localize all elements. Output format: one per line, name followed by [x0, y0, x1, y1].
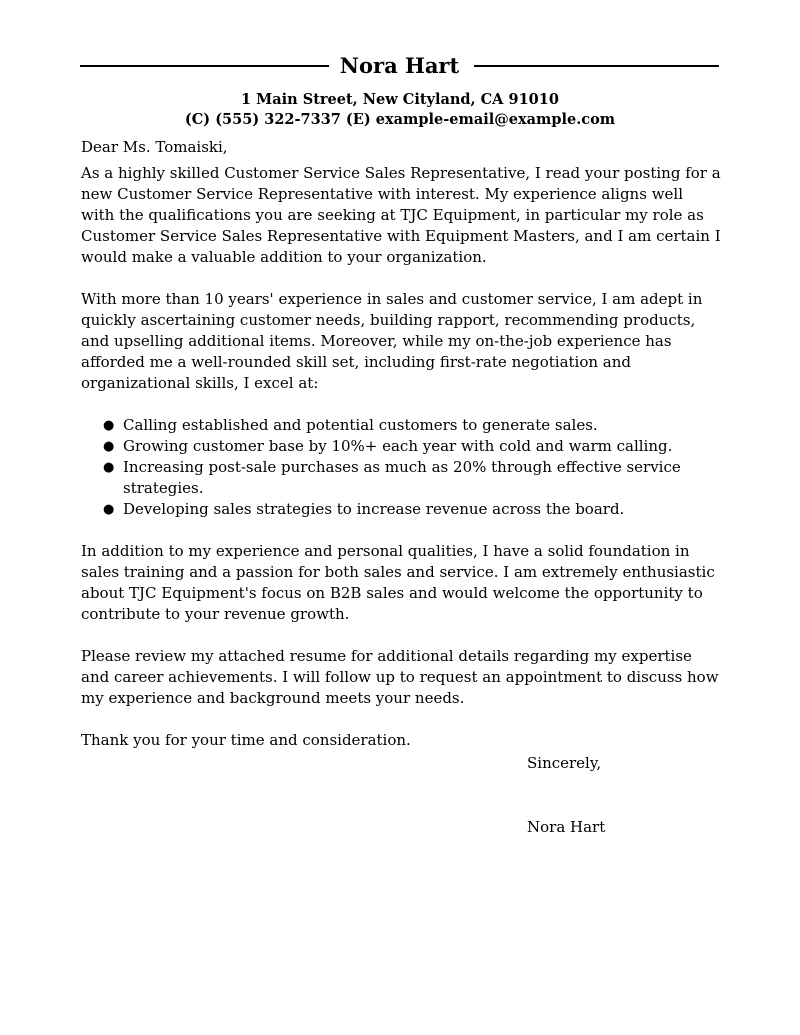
skills-list: [81, 415, 721, 520]
list-item: [103, 499, 721, 520]
sender-name: Nora Hart: [339, 53, 460, 78]
bullet-icon: ●: [103, 418, 115, 433]
closing: Sincerely,: [527, 754, 602, 772]
paragraph-follow-up: Please review my attached resume for additional details regarding my expertise and career achievements. I will follow up to request an appointment to discuss how my experience and background meets your needs.: [81, 647, 719, 707]
bullet-icon: ●: [103, 502, 115, 517]
sender-contact: (C) (555) 322-7337 (E) example-email@example.com: [184, 111, 616, 128]
list-item-text: Developing sales strategies to increase revenue across the board.: [123, 500, 625, 518]
list-item-text: Growing customer base by 10%+ each year with cold and warm calling.: [123, 437, 673, 455]
paragraph-experience: With more than 10 years' experience in sales and customer service, I am adept in quickly ascertaining customer needs, building rapport, recommending products, and upselling additional items. Moreover, while my on-the-job experience has afforded me a well-rounded skill set, including first-rate negotiation and organizational skills, I excel at:: [81, 290, 703, 392]
bullet-icon: ●: [103, 439, 115, 454]
paragraph-foundation: In addition to my experience and personal qualities, I have a solid foundation in sales training and a passion for both sales and service. I am extremely enthusiastic about TJC Equipment's focus on B2B sales and would welcome the opportunity to contribute to your revenue growth.: [81, 542, 715, 623]
header-rule-right: [474, 65, 719, 67]
paragraph-intro: As a highly skilled Customer Service Sales Representative, I read your posting for a new Customer Service Representative with interest. My experience aligns well with the qualifications you are seeking at TJC Equipment, in particular my role as Customer Service Sales Representative with Equipment Masters, and I am certain I would make a valuable addition to your organization.: [81, 164, 721, 266]
list-item-text: Increasing post-sale purchases as much as 20% through effective service strategies.: [123, 458, 681, 497]
letter-header: [80, 52, 719, 82]
salutation: Dear Ms. Tomaiski,: [81, 138, 228, 156]
paragraph-thanks: Thank you for your time and consideration.: [81, 731, 411, 749]
list-item: [103, 415, 721, 436]
list-item: [103, 436, 721, 457]
sender-address: 1 Main Street, New Cityland, CA 91010: [241, 91, 559, 108]
list-item: [103, 457, 721, 499]
list-item-text: Calling established and potential customers to generate sales.: [123, 416, 598, 434]
letter-body: [81, 137, 721, 751]
bullet-icon: ●: [103, 460, 115, 475]
signature-name: Nora Hart: [527, 818, 606, 836]
